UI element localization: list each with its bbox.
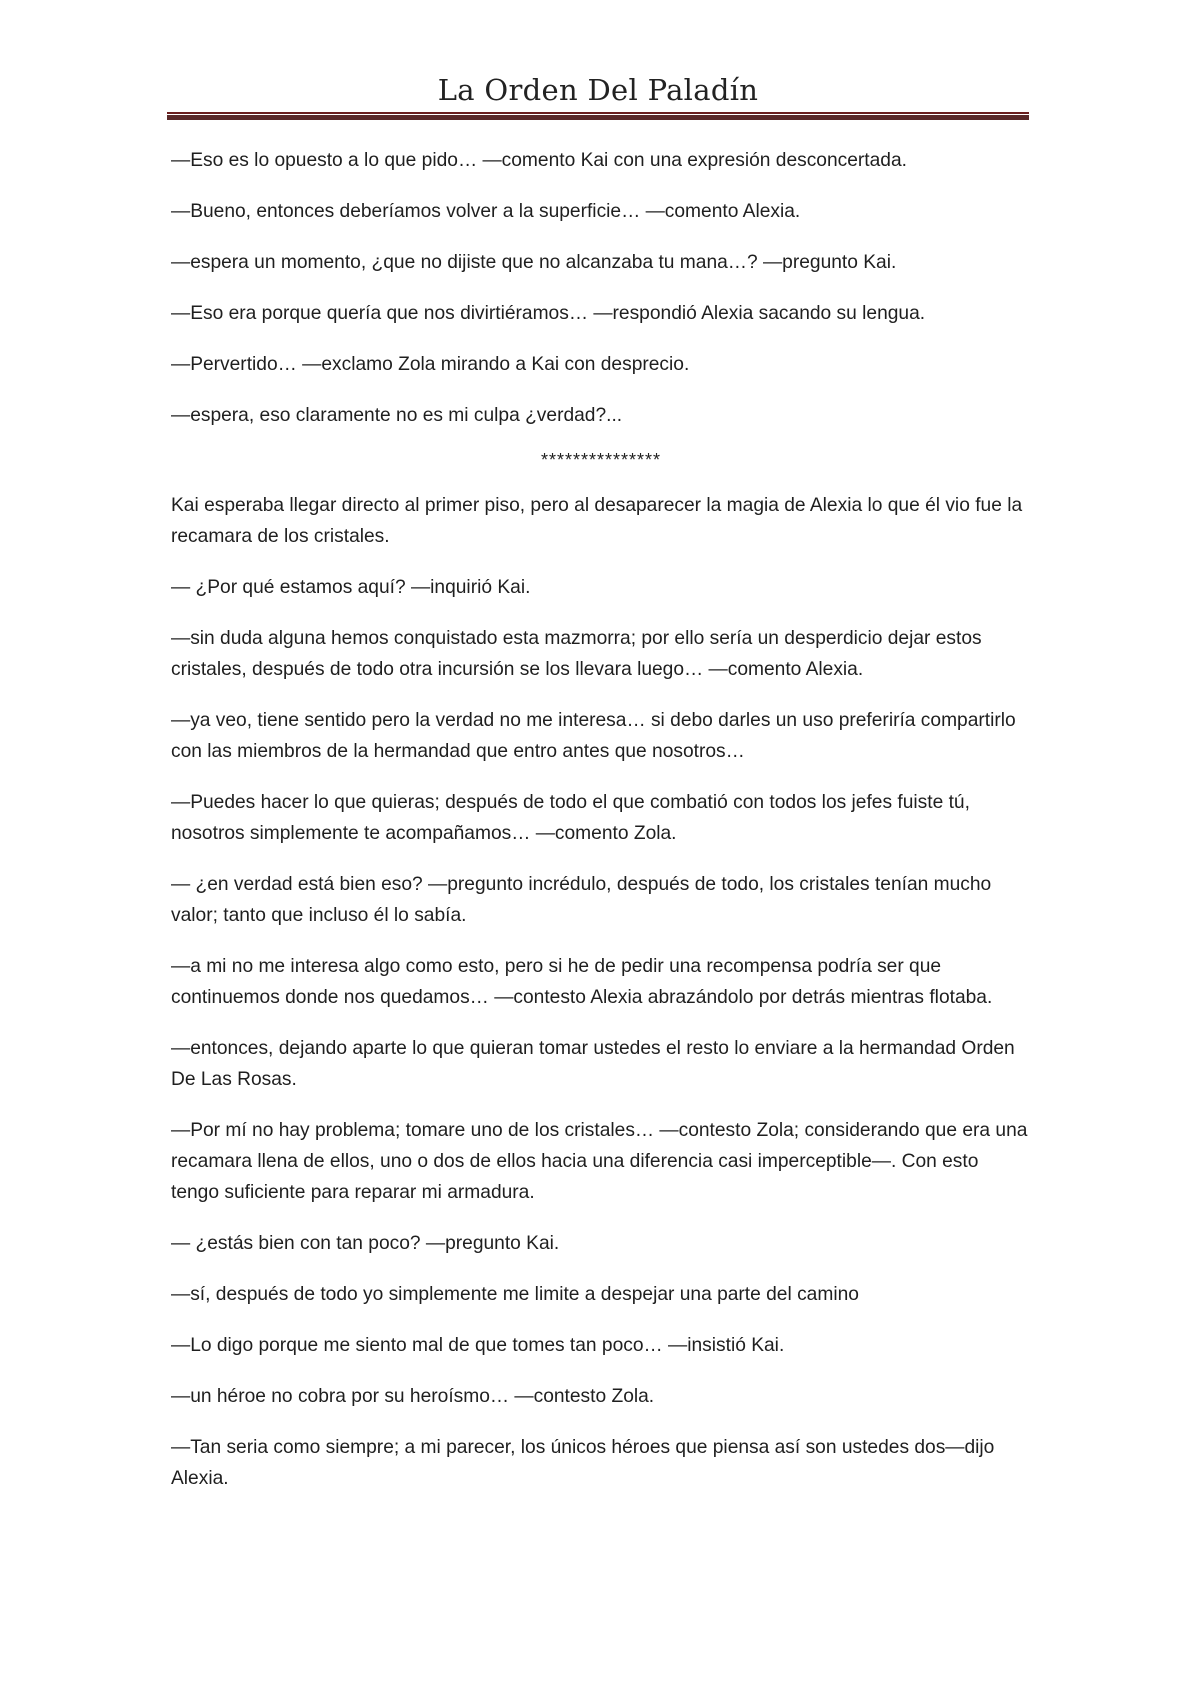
paragraph: —sí, después de todo yo simplemente me limite a despejar una parte del camino (171, 1284, 859, 1305)
document-body (171, 145, 1031, 1514)
paragraph: — ¿en verdad está bien eso? —pregunto incrédulo, después de todo, los cristales tenían mucho valor; tanto que incluso él lo sabía. (171, 874, 992, 926)
paragraph: —entonces, dejando aparte lo que quieran tomar ustedes el resto lo enviare a la hermandad Orden De Las Rosas. (171, 1038, 1015, 1090)
paragraph: —Bueno, entonces deberíamos volver a la superficie… —comento Alexia. (171, 201, 801, 222)
paragraph: —espera, eso claramente no es mi culpa ¿verdad?... (171, 405, 623, 426)
paragraph: —Por mí no hay problema; tomare uno de los cristales… —contesto Zola; considerando que era una recamara llena de ellos, uno o dos de ellos hacia una diferencia casi imperceptible—. Con esto tengo suficiente para reparar mi armadura. (171, 1120, 1028, 1203)
scene-separator: *************** (540, 450, 662, 470)
header-divider (167, 112, 1029, 120)
paragraph: — ¿Por qué estamos aquí? —inquirió Kai. (171, 577, 531, 598)
paragraph: —un héroe no cobra por su heroísmo… —contesto Zola. (171, 1386, 655, 1407)
paragraph: —sin duda alguna hemos conquistado esta mazmorra; por ello sería un desperdicio dejar estos cristales, después de todo otra incursión se los llevara luego… —comento Alexia. (171, 628, 982, 680)
paragraph: —Eso es lo opuesto a lo que pido… —comento Kai con una expresión desconcertada. (171, 150, 907, 171)
paragraph: —Puedes hacer lo que quieras; después de todo el que combatió con todos los jefes fuiste tú, nosotros simplemente te acompañamos… —comento Zola. (171, 792, 970, 844)
book-title: La Orden Del Paladín (437, 73, 759, 107)
paragraph: — ¿estás bien con tan poco? —pregunto Kai. (171, 1233, 560, 1254)
paragraph: —Tan seria como siempre; a mi parecer, los únicos héroes que piensa así son ustedes dos—dijo Alexia. (171, 1437, 995, 1489)
paragraph: —Eso era porque quería que nos divirtiéramos… —respondió Alexia sacando su lengua. (171, 303, 926, 324)
paragraph: —Pervertido… —exclamo Zola mirando a Kai con desprecio. (171, 354, 690, 375)
paragraph: —ya veo, tiene sentido pero la verdad no me interesa… si debo darles un uso preferiría compartirlo con las miembros de la hermandad que entro antes que nosotros… (171, 710, 1016, 762)
header-divider-thin-line (167, 112, 1029, 114)
header-divider-thick-line (167, 115, 1029, 120)
paragraph: —espera un momento, ¿que no dijiste que no alcanzaba tu mana…? —pregunto Kai. (171, 252, 897, 273)
page-header (167, 70, 1029, 110)
paragraph: —Lo digo porque me siento mal de que tomes tan poco… —insistió Kai. (171, 1335, 785, 1356)
paragraph: Kai esperaba llegar directo al primer piso, pero al desaparecer la magia de Alexia lo que él vio fue la recamara de los cristales. (171, 495, 1023, 547)
paragraph: —a mi no me interesa algo como esto, pero si he de pedir una recompensa podría ser que continuemos donde nos quedamos… —contesto Alexia abrazándolo por detrás mientras flotaba. (171, 956, 993, 1008)
